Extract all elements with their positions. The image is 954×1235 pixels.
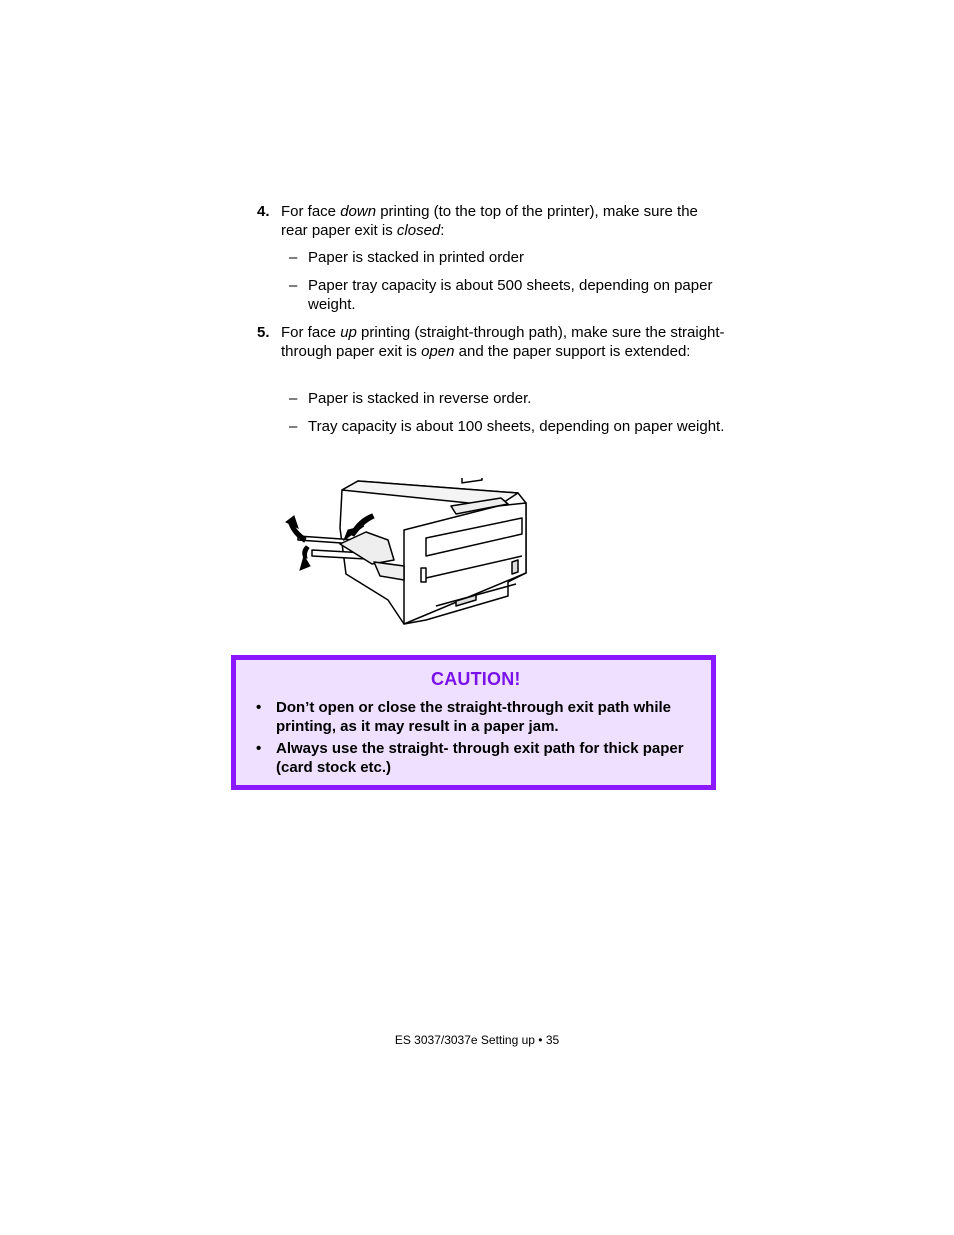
step-number: 5. <box>257 324 270 341</box>
step-text: For face down printing (to the top of the printer), make sure the rear paper exit is closed: <box>281 203 698 239</box>
dash-marker: – <box>289 418 298 435</box>
printer-illustration <box>276 478 531 628</box>
step-5-subitem-1: – Paper is stacked in reverse order. <box>289 390 532 407</box>
caution-item-1: • Don’t open or close the straight-through exit path while printing, as it may result in a paper jam. <box>256 699 672 735</box>
step-text: For face up printing (straight-through path), make sure the straight-through paper exit is open and the paper support is extended: <box>281 324 725 360</box>
step-4 <box>257 202 727 240</box>
dash-marker: – <box>289 390 298 407</box>
step-5 <box>257 323 727 361</box>
dash-marker: – <box>289 277 298 294</box>
step-5-subitem-2: – Tray capacity is about 100 sheets, depending on paper weight. <box>289 418 725 435</box>
step-number: 4. <box>257 203 270 220</box>
bullet-marker: • <box>256 740 262 757</box>
step-4-subitem-2: – Paper tray capacity is about 500 sheets, depending on paper weight. <box>289 277 713 313</box>
step-4-subitem-1: – Paper is stacked in printed order <box>289 249 524 266</box>
page-footer: ES 3037/3037e Setting up • 35 <box>394 1033 560 1047</box>
caution-item-2: • Always use the straight- through exit path for thick paper (card stock etc.) <box>256 740 684 776</box>
bullet-marker: • <box>256 699 262 716</box>
caution-box <box>231 655 716 790</box>
dash-marker: – <box>289 249 298 266</box>
caution-title: CAUTION! <box>431 669 521 689</box>
